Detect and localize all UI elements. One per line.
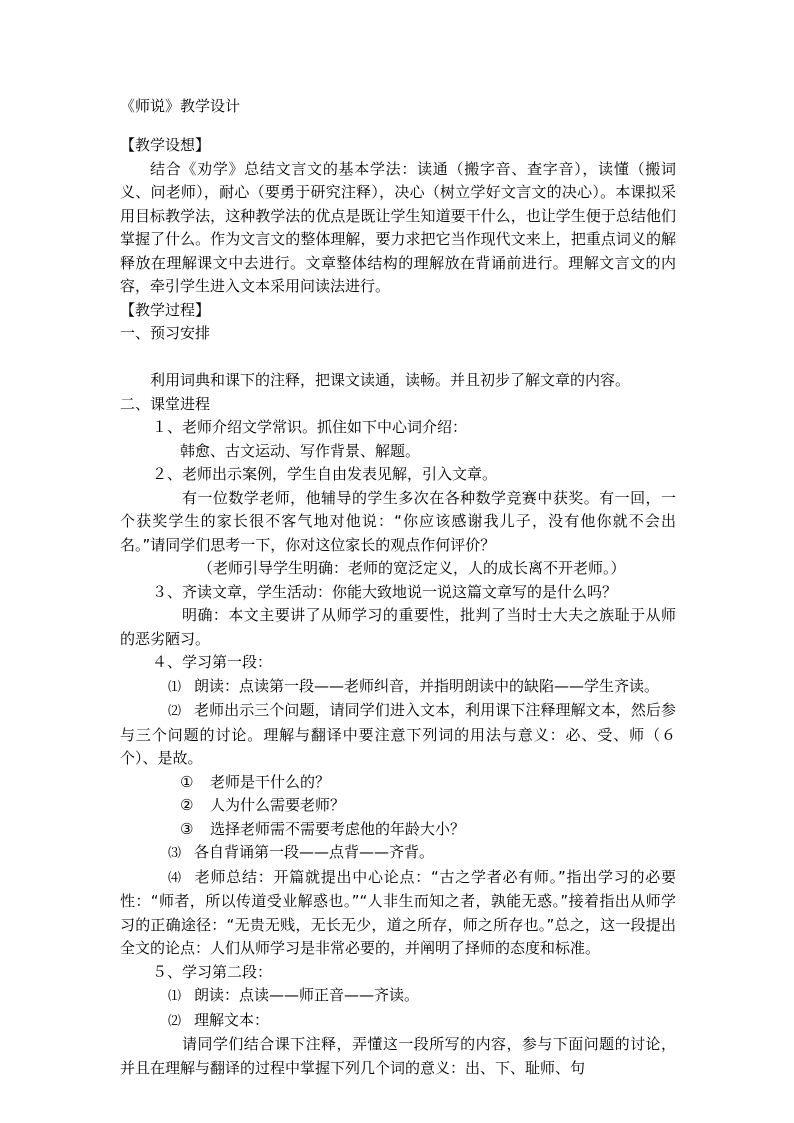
blank-line [120, 346, 676, 370]
step-3: ３、齐读文章，学生活动：你能大致地说一说这篇文章写的是什么吗？ [152, 582, 618, 601]
item-number: ⑵ [168, 1013, 182, 1029]
step-2-note: （老师引导学生明确：老师的宽泛定义，人的成长离不开老师。） [198, 559, 626, 577]
part1-heading: 一、预习安排 [120, 324, 211, 342]
question-number: ③ [180, 819, 194, 838]
step-4-item-1 [120, 675, 676, 700]
part2-heading: 二、课堂进程 [120, 394, 211, 413]
step-4-item-3 [120, 841, 676, 866]
document-title: 《师说》教学设计 [120, 97, 241, 115]
section-heading-idea: 【教学设想】 [120, 136, 211, 154]
section-heading-process: 【教学过程】 [120, 300, 211, 319]
step-4-question-3 [120, 818, 676, 842]
step-1: １、老师介绍文学常识。抓住如下中心词介绍： [152, 418, 468, 436]
step-5: ５、学习第二段： [152, 962, 273, 981]
step-4-item-2 [120, 699, 676, 771]
step-4-question-2 [120, 794, 676, 818]
step-5-item-1 [120, 984, 676, 1009]
item-number: ⑶ [168, 846, 182, 861]
document-body [120, 134, 676, 1080]
step-2: ２、老师出示案例，学生自由发表见解，引入文章。 [152, 465, 498, 483]
step-2-case: 有一位数学老师，他辅导的学生多次在各种数学竞赛中获奖。有一回，一个获奖学生的家长很不客气地对他说：“你应该感谢我儿子，没有他你就不会出名。”请同学们思考一下，你对这位家长的观点作何评价？ [120, 488, 676, 554]
part1-paragraph: 利用词典和课下的注释，把课文读通，读畅。并且初步了解文章的内容。 [150, 371, 631, 389]
step-4-question-1 [120, 771, 676, 795]
item-number: ⑴ [168, 679, 182, 695]
item-text: 各自背诵第一段——点背——齐背。 [194, 843, 435, 861]
item-text: 理解文本： [194, 1010, 270, 1029]
item-text: 老师总结：开篇就提出中心论点：“古之学者必有师。”指出学习的必要性：“师者，所以传道受业解惑也。”“人非生而知之者，孰能无惑。”接着指出从师学习的正确途径：“无贵无贱，无长无少，道之所存，师之所存也。”总之，这一段提出全文的论点：人们从师学习是非常必要的，并阐明了择师的态度和标准。 [120, 867, 676, 957]
question-text: 选择老师需不需要考虑他的年龄大小？ [210, 819, 466, 838]
step-4-item-4 [120, 866, 676, 961]
item-text: 朗读：点读第一段——老师纠音，并指明朗读中的缺陷——学生齐读。 [194, 676, 660, 695]
item-number: ⑷ [168, 870, 182, 886]
question-number: ② [180, 796, 194, 814]
step-5-paragraph: 请同学们结合课下注释，弄懂这一段所写的内容，参与下面问题的讨论，并且在理解与翻译的过程中掌握下列几个词的意义：出、下、耻师、句 [120, 1035, 676, 1077]
item-number: ⑴ [168, 989, 182, 1004]
question-number: ① [180, 772, 194, 791]
item-text: 朗读：点读——师正音——齐读。 [194, 986, 420, 1004]
item-text: 老师出示三个问题，请同学们进入文本，利用课下注释理解文本，然后参与三个问题的讨论。理解与翻译中要注意下列词的用法与意义：必、受、师（６个）、是故。 [120, 701, 676, 767]
step-3-answer: 明确：本文主要讲了从师学习的重要性，批判了当时士大夫之族耻于从师的恶劣陋习。 [120, 606, 676, 648]
item-number: ⑵ [168, 704, 182, 719]
step-4: ４、学习第一段： [152, 653, 273, 671]
step-5-item-2 [120, 1009, 676, 1034]
step-1-detail: 韩愈、古文运动、写作背景、解题。 [180, 441, 421, 460]
idea-paragraph: 结合《劝学》总结文言文的基本学法：读通（搬字音、查字音），读懂（搬词义、问老师），耐心（要勇于研究注释），决心（树立学好文言文的决心）。本课拟采用目标教学法，这种教学法的优点是既让学生知道要干什么，也让学生便于总结他们掌握了什么。作为文言文的整体理解，要力求把它当作现代文来上，把重点词义的解释放在理解课文中去进行。文章整体结构的理解放在背诵前进行。理解文言文的内容，牵引学生进入文本采用问读法进行。 [120, 159, 676, 295]
question-text: 老师是干什么的？ [210, 772, 331, 791]
question-text: 人为什么需要老师？ [210, 796, 346, 814]
